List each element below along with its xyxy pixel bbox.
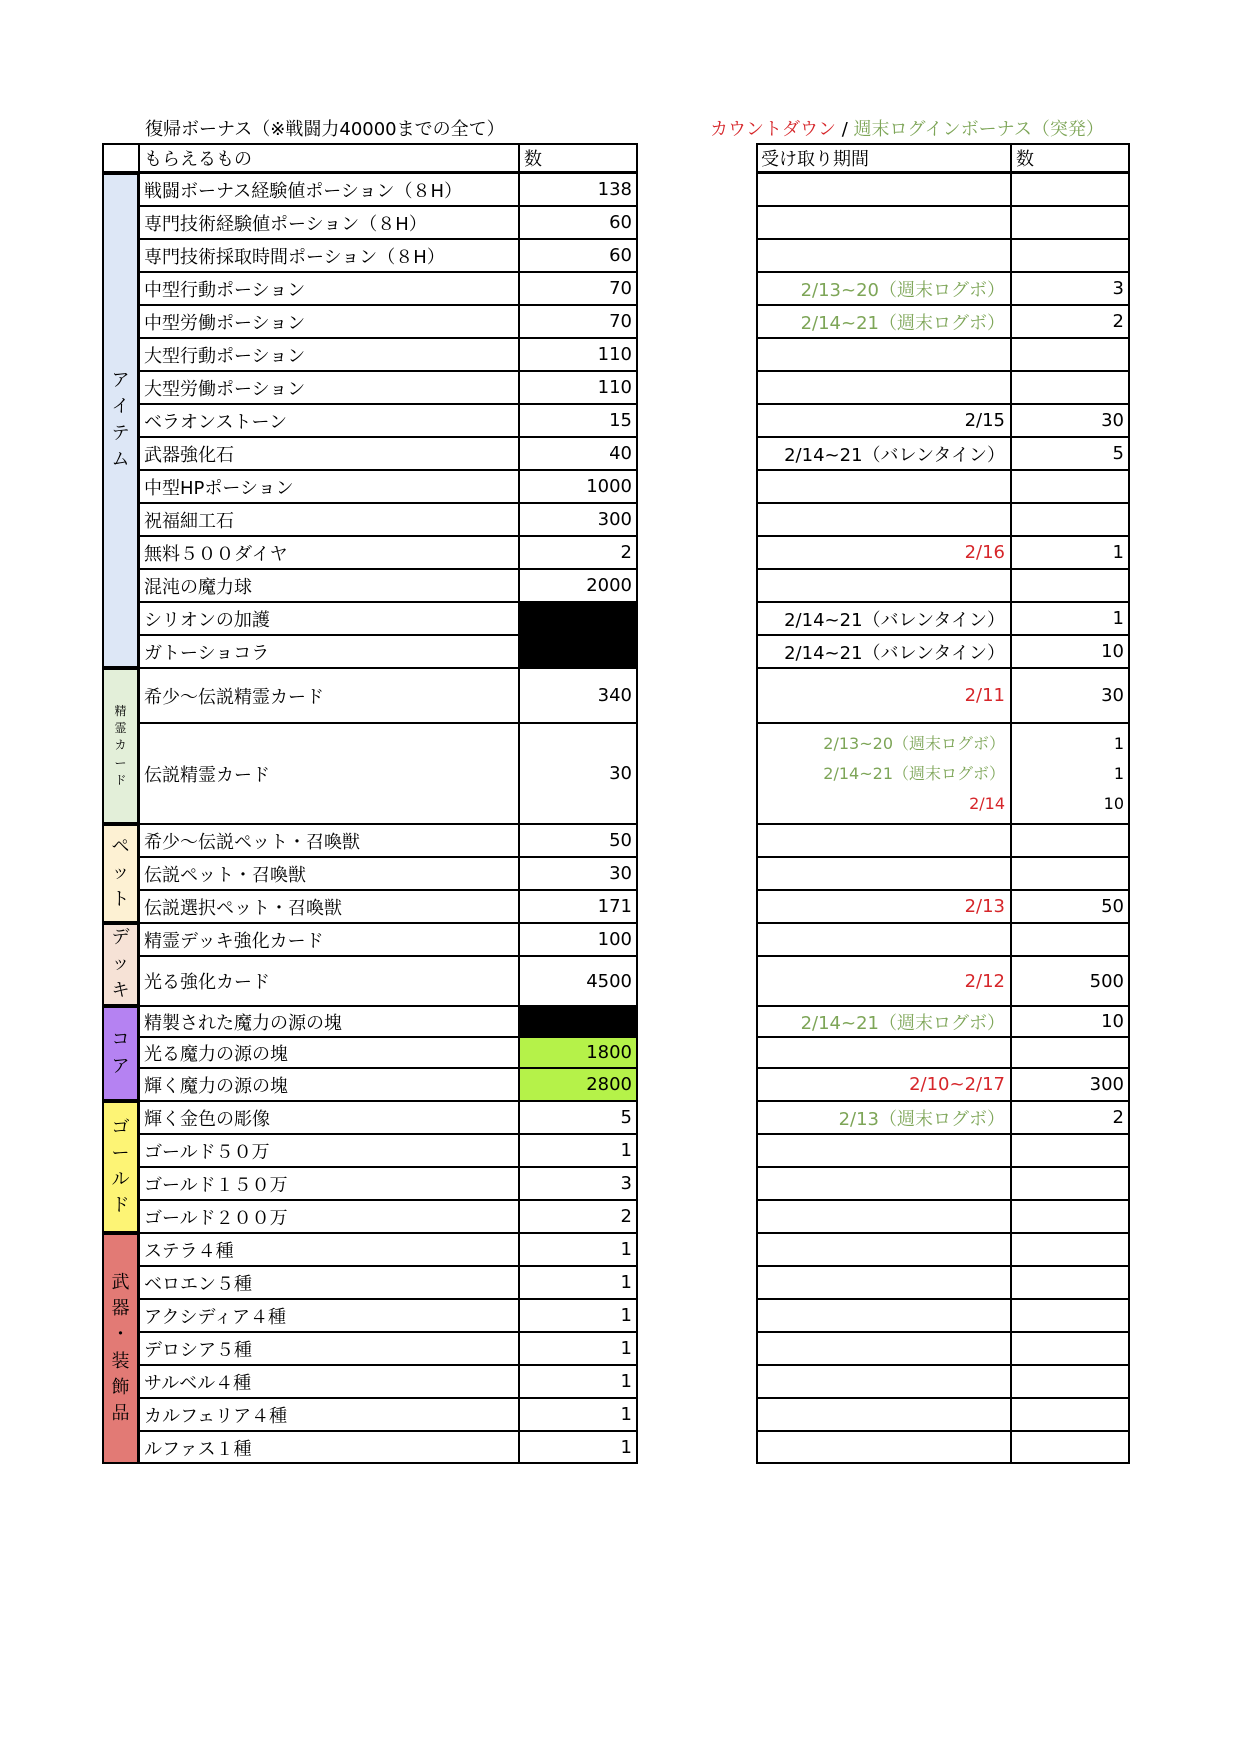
category-core bbox=[102, 1006, 139, 1101]
period-cell bbox=[756, 239, 1011, 272]
period-count-cell bbox=[1011, 1431, 1130, 1464]
period-count: 50 bbox=[1101, 896, 1124, 917]
item-name-cell bbox=[139, 1167, 519, 1200]
item-name-cell bbox=[139, 923, 519, 956]
item-count-cell bbox=[519, 338, 638, 371]
period-count: 1 bbox=[1112, 542, 1124, 563]
item-count: 171 bbox=[597, 896, 632, 917]
period-cell bbox=[756, 470, 1011, 503]
item-count: 30 bbox=[609, 863, 632, 884]
item-name: 中型HPポーション bbox=[144, 477, 294, 499]
period-cell bbox=[756, 1037, 1011, 1068]
category-char: ー bbox=[111, 1142, 130, 1164]
period-text: 2/13~20（週末ログボ） bbox=[823, 733, 1005, 753]
item-name-cell bbox=[139, 635, 519, 668]
period-cell bbox=[756, 824, 1011, 857]
period-cell bbox=[756, 1266, 1011, 1299]
item-name: 伝説選択ペット・召喚獣 bbox=[144, 897, 342, 919]
item-count-cell bbox=[519, 404, 638, 437]
period-count-cell bbox=[1011, 338, 1130, 371]
period-count-cell bbox=[1011, 503, 1130, 536]
category-char: 飾 bbox=[111, 1376, 130, 1398]
item-name-cell bbox=[139, 569, 519, 602]
item-count-cell bbox=[519, 857, 638, 890]
item-count: 2 bbox=[620, 542, 632, 563]
period-cell bbox=[756, 923, 1011, 956]
period-count-cell bbox=[1011, 437, 1130, 470]
category-weapon bbox=[102, 1233, 139, 1464]
period-cell bbox=[756, 1233, 1011, 1266]
item-count-cell bbox=[519, 173, 638, 206]
item-count: 1000 bbox=[586, 476, 632, 497]
period-cell bbox=[756, 206, 1011, 239]
period-cell bbox=[756, 1398, 1011, 1431]
item-name: ゴールド２００万 bbox=[144, 1207, 288, 1229]
item-name: ステラ４種 bbox=[144, 1240, 234, 1262]
period-count-cell bbox=[1011, 1266, 1130, 1299]
item-name-cell bbox=[139, 371, 519, 404]
item-name: サルベル４種 bbox=[144, 1372, 252, 1394]
item-name-cell bbox=[139, 1006, 519, 1037]
item-name: 無料５００ダイヤ bbox=[144, 543, 288, 565]
period-cell bbox=[756, 503, 1011, 536]
item-count-cell bbox=[519, 536, 638, 569]
item-name-cell bbox=[139, 1266, 519, 1299]
period-cell bbox=[756, 857, 1011, 890]
category-char: キ bbox=[111, 979, 130, 1001]
item-count: 40 bbox=[609, 443, 632, 464]
item-name: シリオンの加護 bbox=[144, 609, 270, 631]
item-name-cell bbox=[139, 272, 519, 305]
period-count: 1 bbox=[1113, 763, 1124, 783]
period-text: 2/13（週末ログボ） bbox=[838, 1108, 1005, 1130]
item-name: ルファス１種 bbox=[144, 1438, 252, 1460]
period-text: 2/14 bbox=[969, 793, 1005, 813]
item-count: 4500 bbox=[586, 970, 632, 992]
header-item-label: もらえるもの bbox=[144, 149, 252, 170]
period-count: 300 bbox=[1089, 1074, 1124, 1095]
item-name: カルフェリア４種 bbox=[144, 1405, 288, 1427]
period-count: 10 bbox=[1101, 1011, 1124, 1032]
item-name-cell bbox=[139, 723, 519, 824]
period-count: 10 bbox=[1101, 641, 1124, 662]
period-cell bbox=[756, 1200, 1011, 1233]
item-name: 光る強化カード bbox=[144, 972, 270, 993]
item-count: 30 bbox=[609, 763, 632, 784]
item-name: ガトーショコラ bbox=[144, 642, 270, 664]
item-count: 70 bbox=[609, 278, 632, 299]
item-count-cell bbox=[519, 206, 638, 239]
item-count: 60 bbox=[609, 245, 632, 266]
period-cell bbox=[756, 635, 1011, 668]
item-name-cell bbox=[139, 1134, 519, 1167]
item-name-cell bbox=[139, 602, 519, 635]
header-period-label: 受け取り期間 bbox=[761, 149, 869, 170]
category-char: ル bbox=[111, 1169, 130, 1190]
item-count-cell bbox=[519, 1200, 638, 1233]
period-cell bbox=[756, 1167, 1011, 1200]
item-name: ベラオンストーン bbox=[144, 411, 288, 433]
period-text: 2/11 bbox=[964, 685, 1005, 706]
item-count: 1 bbox=[620, 1338, 632, 1359]
item-name: ベロエン５種 bbox=[144, 1273, 252, 1295]
item-count-cell bbox=[519, 470, 638, 503]
item-count: 5 bbox=[620, 1107, 632, 1128]
period-count: 2 bbox=[1112, 311, 1124, 332]
header-count bbox=[519, 143, 638, 173]
period-count-cell bbox=[1011, 824, 1130, 857]
item-name: 中型行動ポーション bbox=[144, 279, 306, 301]
period-count: 500 bbox=[1089, 970, 1124, 992]
period-text: 2/14~21（週末ログボ） bbox=[800, 312, 1005, 334]
item-count-cell bbox=[519, 602, 638, 635]
category-char: 霊 bbox=[114, 720, 127, 735]
period-text: 2/14~21（バレンタイン） bbox=[784, 444, 1005, 466]
period-text: 2/14~21（バレンタイン） bbox=[784, 609, 1005, 631]
period-cell bbox=[756, 1006, 1011, 1037]
item-name-cell bbox=[139, 956, 519, 1006]
period-count-cell bbox=[1011, 536, 1130, 569]
period-cell bbox=[756, 1431, 1011, 1464]
period-count-cell bbox=[1011, 305, 1130, 338]
item-count-cell bbox=[519, 1167, 638, 1200]
item-count-cell bbox=[519, 1233, 638, 1266]
period-cell bbox=[756, 1134, 1011, 1167]
period-cell bbox=[756, 1101, 1011, 1134]
period-text: 2/13 bbox=[964, 896, 1005, 917]
header-period-count bbox=[1011, 143, 1130, 173]
item-name-cell bbox=[139, 824, 519, 857]
period-count-cell bbox=[1011, 635, 1130, 668]
period-count-cell bbox=[1011, 668, 1130, 723]
period-count-cell bbox=[1011, 1101, 1130, 1134]
item-name: 武器強化石 bbox=[144, 444, 234, 466]
item-count: 1800 bbox=[586, 1042, 632, 1063]
period-text: 2/14~21（バレンタイン） bbox=[784, 642, 1005, 664]
item-name-cell bbox=[139, 1299, 519, 1332]
item-count: 1 bbox=[620, 1305, 632, 1326]
category-char: ー bbox=[114, 755, 127, 770]
category-char: ド bbox=[111, 1195, 130, 1217]
item-name-cell bbox=[139, 1365, 519, 1398]
period-count: 30 bbox=[1101, 410, 1124, 431]
item-count-cell bbox=[519, 305, 638, 338]
item-name: 精製された魔力の源の塊 bbox=[144, 1012, 342, 1034]
period-text: 2/10~2/17 bbox=[909, 1074, 1005, 1095]
item-count: 60 bbox=[609, 212, 632, 233]
period-count-cell bbox=[1011, 1037, 1130, 1068]
item-name-cell bbox=[139, 1101, 519, 1134]
period-count: 2 bbox=[1112, 1107, 1124, 1128]
item-name-cell bbox=[139, 668, 519, 723]
item-count: 1 bbox=[620, 1437, 632, 1458]
item-count: 1 bbox=[620, 1140, 632, 1161]
period-count: 3 bbox=[1112, 278, 1124, 299]
category-char: ッ bbox=[111, 862, 130, 884]
item-name-cell bbox=[139, 1398, 519, 1431]
item-count-cell bbox=[519, 272, 638, 305]
period-count-cell bbox=[1011, 1233, 1130, 1266]
period-cell bbox=[756, 338, 1011, 371]
period-count-cell bbox=[1011, 923, 1130, 956]
item-count-cell bbox=[519, 371, 638, 404]
category-char: ・ bbox=[111, 1324, 130, 1346]
category-char: 精 bbox=[114, 703, 127, 718]
item-name-cell bbox=[139, 470, 519, 503]
item-count-cell bbox=[519, 723, 638, 824]
item-name-cell bbox=[139, 206, 519, 239]
period-cell bbox=[756, 1299, 1011, 1332]
item-name-cell bbox=[139, 239, 519, 272]
category-char: コ bbox=[111, 1029, 130, 1051]
period-count-cell bbox=[1011, 1365, 1130, 1398]
period-cell bbox=[756, 1068, 1011, 1101]
period-count: 1 bbox=[1113, 733, 1124, 753]
category-char: ト bbox=[111, 888, 130, 910]
right-table-title bbox=[710, 120, 1104, 140]
item-count: 1 bbox=[620, 1371, 632, 1392]
period-cell bbox=[756, 668, 1011, 723]
item-count-cell bbox=[519, 890, 638, 923]
period-cell bbox=[756, 173, 1011, 206]
item-count: 15 bbox=[609, 410, 632, 431]
item-count-cell bbox=[519, 1101, 638, 1134]
item-count: 1 bbox=[620, 1239, 632, 1260]
item-count: 2 bbox=[620, 1206, 632, 1227]
category-char: ゴ bbox=[111, 1116, 130, 1138]
item-count-cell bbox=[519, 1332, 638, 1365]
category-char: ム bbox=[111, 448, 130, 470]
item-count: 340 bbox=[597, 685, 632, 706]
period-count-cell bbox=[1011, 1134, 1130, 1167]
header-count-label: 数 bbox=[524, 149, 542, 170]
item-count-cell bbox=[519, 1398, 638, 1431]
item-count-cell bbox=[519, 923, 638, 956]
item-name: アクシディア４種 bbox=[144, 1306, 287, 1328]
item-count: 3 bbox=[620, 1173, 632, 1194]
category-char: 器 bbox=[111, 1298, 130, 1320]
item-count-cell bbox=[519, 239, 638, 272]
item-count-cell bbox=[519, 503, 638, 536]
category-char: ッ bbox=[111, 953, 130, 975]
category-char: 品 bbox=[111, 1402, 130, 1424]
item-name: ゴールド５０万 bbox=[144, 1141, 270, 1163]
period-cell bbox=[756, 569, 1011, 602]
item-name: 戦闘ボーナス経験値ポーション（８H） bbox=[144, 180, 463, 202]
item-name-cell bbox=[139, 404, 519, 437]
item-name: 大型行動ポーション bbox=[144, 345, 306, 367]
period-cell bbox=[756, 602, 1011, 635]
item-count-cell bbox=[519, 1134, 638, 1167]
weekend-login-label: 週末ログインボーナス（突発） bbox=[853, 119, 1104, 140]
period-text: 2/14~21（週末ログボ） bbox=[823, 763, 1005, 783]
item-count-cell bbox=[519, 1431, 638, 1464]
category-char: ペ bbox=[111, 836, 130, 858]
item-name: 精霊デッキ強化カード bbox=[144, 930, 324, 952]
item-count: 138 bbox=[597, 179, 632, 200]
period-count-cell bbox=[1011, 272, 1130, 305]
period-count-cell bbox=[1011, 602, 1130, 635]
item-count: 50 bbox=[609, 830, 632, 851]
item-name-cell bbox=[139, 338, 519, 371]
item-count: 70 bbox=[609, 311, 632, 332]
item-name-cell bbox=[139, 173, 519, 206]
left-table-title: 復帰ボーナス（※戦闘力40000までの全て） bbox=[145, 119, 505, 140]
item-name-cell bbox=[139, 1332, 519, 1365]
item-count-cell bbox=[519, 824, 638, 857]
period-count-cell bbox=[1011, 723, 1130, 824]
item-count-cell bbox=[519, 1299, 638, 1332]
period-text: 2/15 bbox=[964, 410, 1005, 431]
item-name-cell bbox=[139, 1037, 519, 1068]
period-count: 30 bbox=[1101, 685, 1124, 706]
period-count-cell bbox=[1011, 1332, 1130, 1365]
period-cell bbox=[756, 890, 1011, 923]
category-char: テ bbox=[111, 422, 130, 444]
category-char: イ bbox=[111, 396, 130, 418]
period-count-cell bbox=[1011, 1068, 1130, 1101]
item-name: 伝説精霊カード bbox=[144, 764, 270, 786]
category-item bbox=[102, 173, 139, 668]
period-count-cell bbox=[1011, 1299, 1130, 1332]
category-deck bbox=[102, 923, 139, 1006]
category-char: ド bbox=[114, 773, 127, 788]
period-count-cell bbox=[1011, 1398, 1130, 1431]
item-count-cell bbox=[519, 1068, 638, 1101]
period-cell bbox=[756, 723, 1011, 824]
item-count-cell bbox=[519, 668, 638, 723]
item-count: 1 bbox=[620, 1272, 632, 1293]
item-count: 100 bbox=[597, 929, 632, 950]
period-count-cell bbox=[1011, 956, 1130, 1006]
period-cell bbox=[756, 272, 1011, 305]
item-name: デロシア５種 bbox=[144, 1339, 252, 1361]
period-count-cell bbox=[1011, 371, 1130, 404]
period-count-cell bbox=[1011, 1006, 1130, 1037]
period-text: 2/13~20（週末ログボ） bbox=[800, 279, 1005, 301]
item-name: 祝福細工石 bbox=[144, 510, 234, 532]
period-count-cell bbox=[1011, 890, 1130, 923]
period-count-cell bbox=[1011, 206, 1130, 239]
item-count: 1 bbox=[620, 1404, 632, 1425]
period-count-cell bbox=[1011, 857, 1130, 890]
period-count-cell bbox=[1011, 1200, 1130, 1233]
header-period bbox=[756, 143, 1011, 173]
item-count-cell bbox=[519, 635, 638, 668]
item-count: 110 bbox=[597, 344, 632, 365]
item-count-cell bbox=[519, 569, 638, 602]
item-count-cell bbox=[519, 1006, 638, 1037]
item-count: 110 bbox=[597, 377, 632, 398]
period-count-cell bbox=[1011, 404, 1130, 437]
item-name-cell bbox=[139, 1431, 519, 1464]
item-name-cell bbox=[139, 857, 519, 890]
period-cell bbox=[756, 536, 1011, 569]
period-cell bbox=[756, 305, 1011, 338]
category-char: ア bbox=[111, 370, 130, 392]
item-count-cell bbox=[519, 1365, 638, 1398]
period-cell bbox=[756, 371, 1011, 404]
item-name-cell bbox=[139, 1233, 519, 1266]
period-count: 10 bbox=[1103, 793, 1124, 813]
item-name: 輝く魔力の源の塊 bbox=[144, 1075, 288, 1097]
category-char: 武 bbox=[111, 1272, 130, 1294]
period-text: 2/12 bbox=[964, 970, 1005, 992]
period-text: 2/14~21（週末ログボ） bbox=[800, 1012, 1005, 1034]
item-count-cell bbox=[519, 956, 638, 1006]
item-name-cell bbox=[139, 503, 519, 536]
period-count-cell bbox=[1011, 1167, 1130, 1200]
item-name-cell bbox=[139, 305, 519, 338]
item-name: 光る魔力の源の塊 bbox=[144, 1043, 288, 1065]
period-cell bbox=[756, 956, 1011, 1006]
item-name: ゴールド１５０万 bbox=[144, 1174, 288, 1196]
period-cell bbox=[756, 404, 1011, 437]
period-count-cell bbox=[1011, 470, 1130, 503]
period-count-cell bbox=[1011, 239, 1130, 272]
period-count: 1 bbox=[1112, 608, 1124, 629]
item-name: 希少～伝説ペット・召喚獣 bbox=[144, 831, 360, 853]
item-name-cell bbox=[139, 536, 519, 569]
header-corner-cell bbox=[102, 143, 139, 173]
item-name: 伝説ペット・召喚獣 bbox=[144, 864, 306, 886]
item-name: 混沌の魔力球 bbox=[144, 576, 252, 598]
item-count: 2800 bbox=[586, 1074, 632, 1095]
item-name: 輝く金色の彫像 bbox=[144, 1108, 270, 1130]
item-name: 希少～伝説精霊カード bbox=[144, 686, 324, 708]
category-spirit bbox=[102, 668, 139, 824]
item-name: 専門技術採取時間ポーション（８H） bbox=[144, 246, 445, 268]
category-char: カ bbox=[114, 738, 127, 753]
category-pet bbox=[102, 824, 139, 923]
category-gold bbox=[102, 1101, 139, 1233]
period-count-cell bbox=[1011, 569, 1130, 602]
item-count: 300 bbox=[597, 509, 632, 530]
item-name: 大型労働ポーション bbox=[144, 378, 306, 400]
item-name-cell bbox=[139, 1200, 519, 1233]
period-count: 5 bbox=[1112, 443, 1124, 464]
period-cell bbox=[756, 1332, 1011, 1365]
item-count-cell bbox=[519, 1266, 638, 1299]
period-text: 2/16 bbox=[964, 542, 1005, 563]
item-name-cell bbox=[139, 890, 519, 923]
item-name-cell bbox=[139, 1068, 519, 1101]
item-name: 中型労働ポーション bbox=[144, 312, 306, 334]
item-count-cell bbox=[519, 437, 638, 470]
countdown-label: カウントダウン bbox=[710, 119, 836, 140]
category-char: 装 bbox=[111, 1350, 130, 1372]
category-char: ア bbox=[111, 1055, 130, 1077]
title-slash: / bbox=[836, 119, 854, 140]
period-count-cell bbox=[1011, 173, 1130, 206]
period-cell bbox=[756, 437, 1011, 470]
item-name: 専門技術経験値ポーション（８H） bbox=[144, 213, 427, 235]
item-name-cell bbox=[139, 437, 519, 470]
category-char: デ bbox=[111, 927, 130, 949]
header-item bbox=[139, 143, 519, 173]
header-period-count-label: 数 bbox=[1016, 149, 1034, 170]
item-count: 2000 bbox=[586, 575, 632, 596]
item-count-cell bbox=[519, 1037, 638, 1068]
period-cell bbox=[756, 1365, 1011, 1398]
